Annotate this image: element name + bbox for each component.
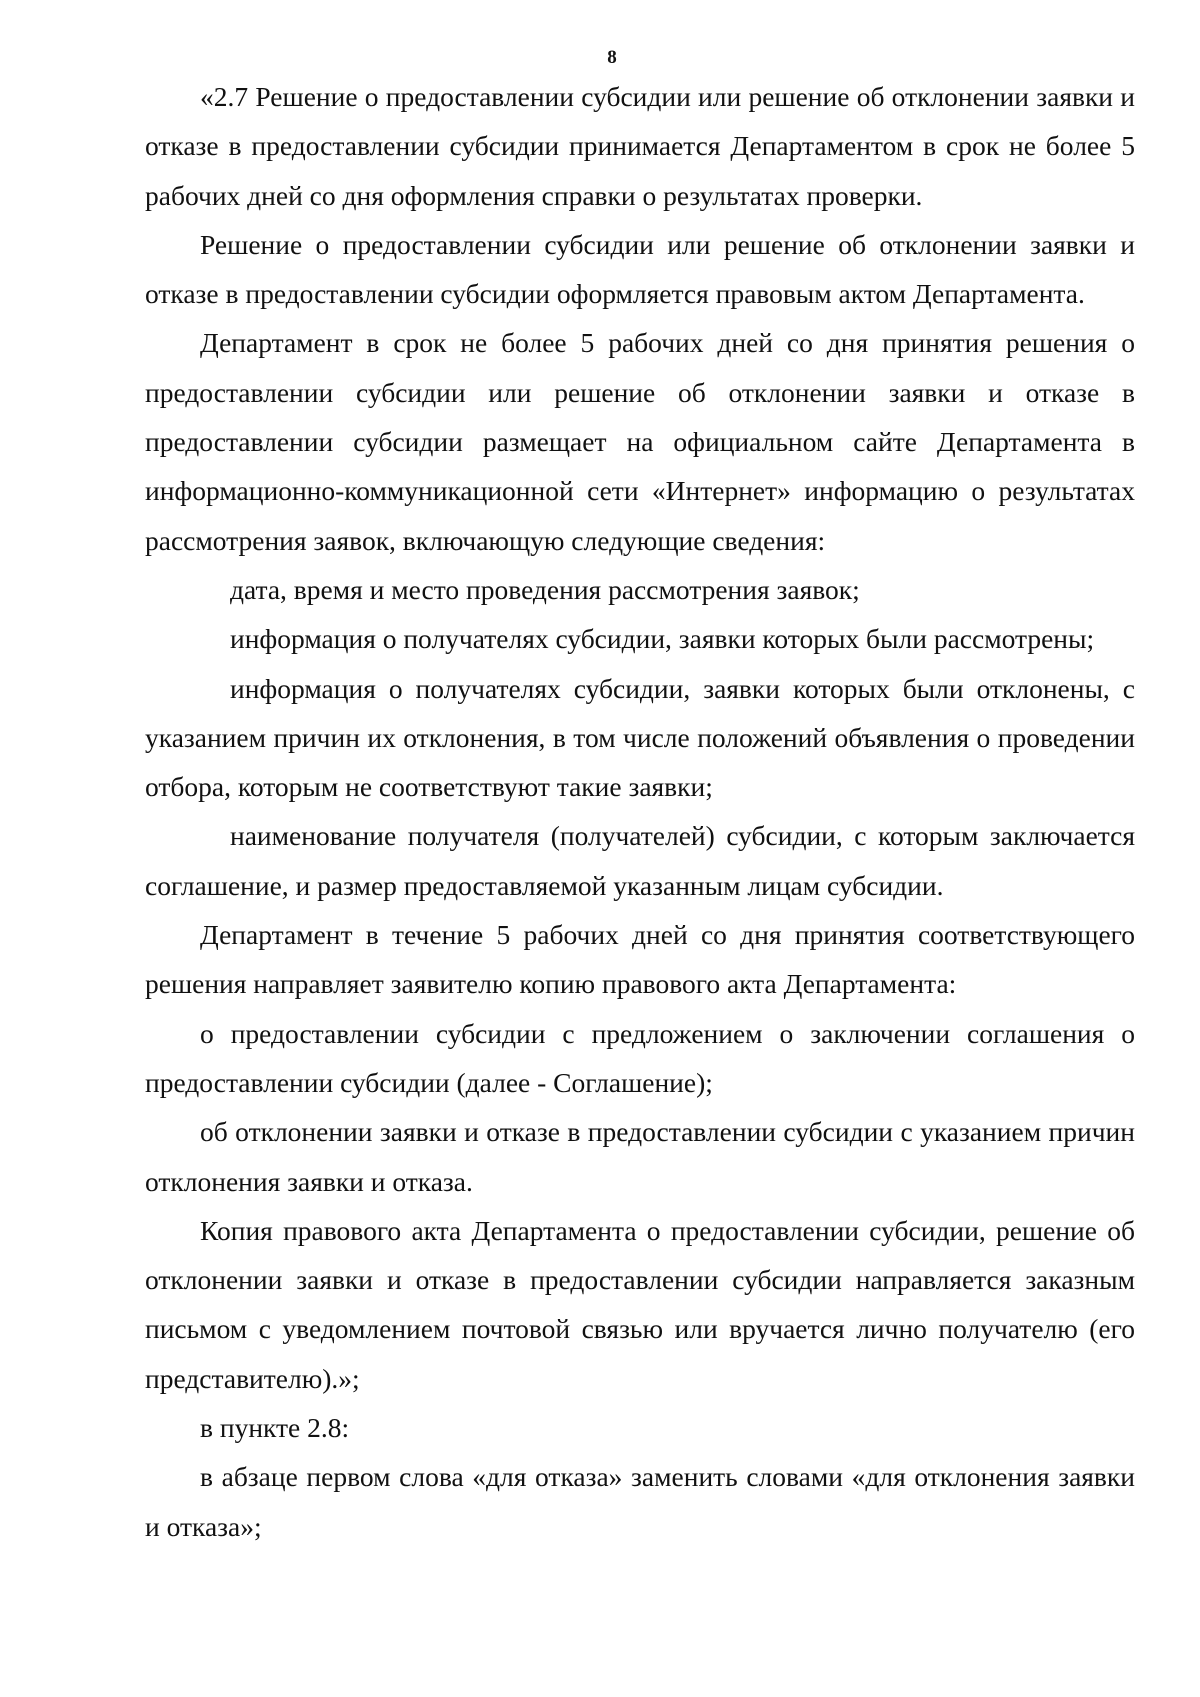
- list-item-rejected: информация о получателях субсидии, заявки которых были отклонены, с указанием причин их отклонения, в том числе положений объявления о проведении отбора, которым не соответствуют такие заявки;: [145, 672, 1135, 803]
- paragraph-decision-form: Решение о предоставлении субсидии или решение об отклонении заявки и отказе в предоставлении субсидии оформляется правовым актом Департамента.: [145, 228, 1135, 310]
- list-item-rejection: об отклонении заявки и отказе в предоставлении субсидии с указанием причин отклонения заявки и отказа.: [145, 1116, 1135, 1197]
- paragraph-publication: Департамент в срок не более 5 рабочих дней со дня принятия решения о предоставлении субсидии или решение об отклонении заявки и отказе в предоставлении субсидии размещает на официальном сайте Департамента в информационно-коммуникационной сети «Интернет» информацию о результатах рассмотрения заявок, включающую следующие сведения:: [145, 327, 1135, 556]
- list-item-considered: информация о получателях субсидии, заявки которых были рассмотрены;: [230, 623, 1095, 655]
- list-item-granting: о предоставлении субсидии с предложением о заключении соглашения о предоставлении субсидии (далее - Соглашение);: [145, 1017, 1135, 1098]
- page-number: 8: [607, 47, 617, 68]
- document-body: [145, 72, 1135, 1551]
- paragraph-first-abzats: в абзаце первом слова «для отказа» заменить словами «для отклонения заявки и отказа»;: [145, 1461, 1135, 1542]
- list-item-date: дата, время и место проведения рассмотрения заявок;: [230, 573, 860, 605]
- paragraph-copy-delivery: Копия правового акта Департамента о предоставлении субсидии, решение об отклонении заявки и отказе в предоставлении субсидии направляется заказным письмом с уведомлением почтовой связью или вручается лично получателю (его представителю).»;: [145, 1214, 1135, 1394]
- paragraph-2-7: «2.7 Решение о предоставлении субсидии или решение об отклонении заявки и отказе в предоставлении субсидии принимается Департаментом в срок не более 5 рабочих дней со дня оформления справки о результатах проверки.: [145, 81, 1135, 211]
- paragraph-notification: Департамент в течение 5 рабочих дней со дня принятия соответствующего решения направляет заявителю копию правового акта Департамента:: [145, 919, 1135, 1000]
- paragraph-clause-2-8: в пункте 2.8:: [200, 1412, 350, 1444]
- list-item-recipient: наименование получателя (получателей) субсидии, с которым заключается соглашение, и размер предоставляемой указанным лицам субсидии.: [145, 820, 1135, 901]
